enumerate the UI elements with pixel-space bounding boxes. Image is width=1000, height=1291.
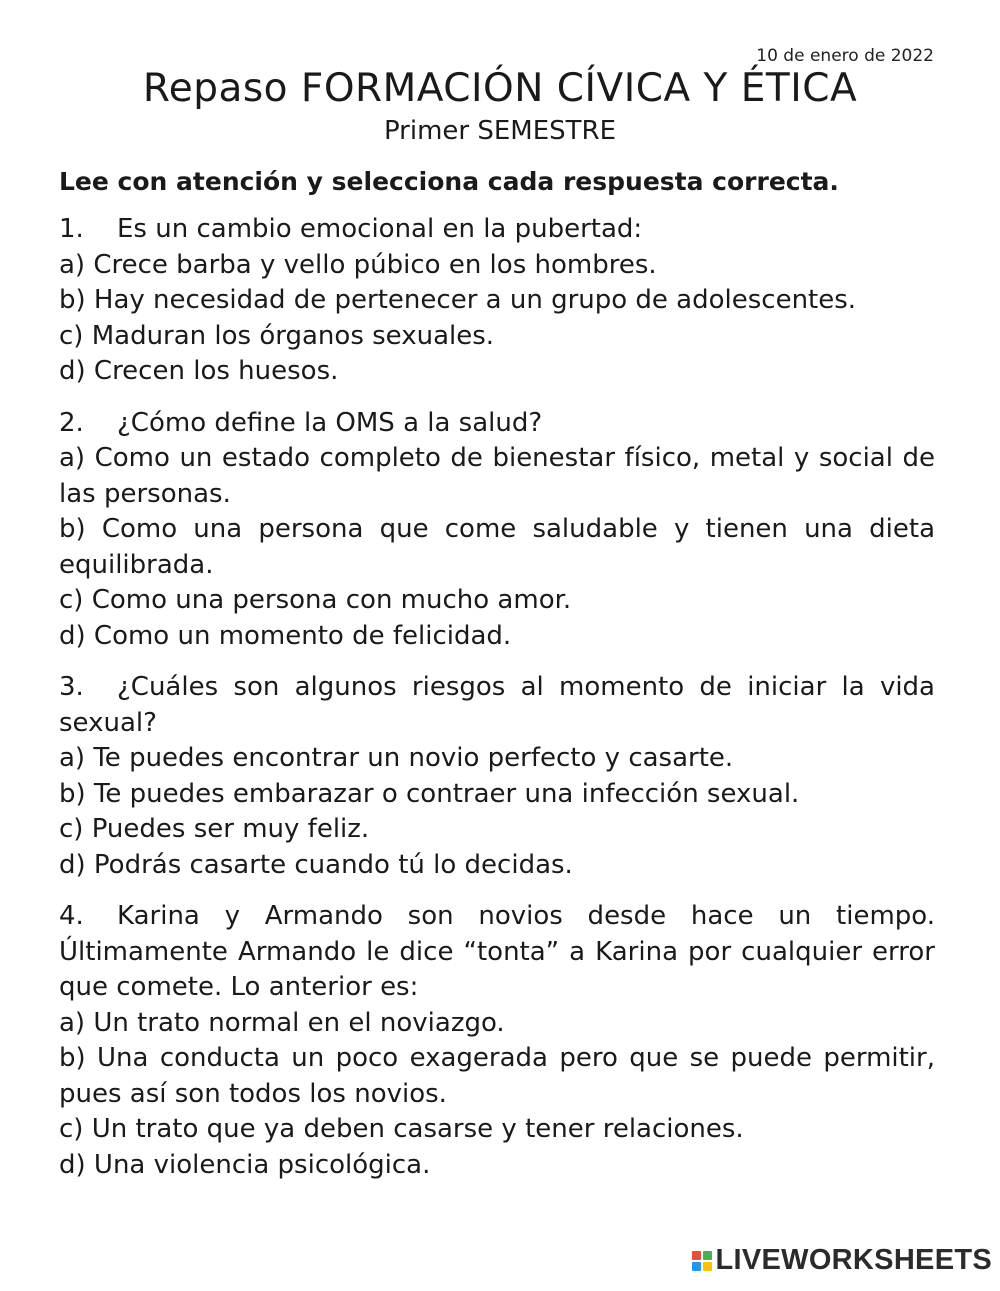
question-3: [59, 670, 935, 883]
question-number: 1.: [59, 214, 84, 244]
question-number: 4.: [59, 901, 84, 931]
answer-option[interactable]: d) Una violencia psicológica.: [59, 1149, 431, 1180]
answer-option[interactable]: b) Hay necesidad de pertenecer a un grupo de adolescentes.: [59, 285, 857, 315]
question-stem: [59, 212, 935, 248]
answer-option[interactable]: a) Te puedes encontrar un novio perfecto y casarte.: [59, 743, 734, 773]
answer-option[interactable]: b) Una conducta un poco exagerada pero que se puede permitir, pues así son todos los novios.: [59, 1043, 935, 1109]
answer-option[interactable]: d) Crecen los huesos.: [59, 356, 339, 386]
page-subtitle: Primer SEMESTRE: [383, 116, 617, 146]
worksheet-date: 10 de enero de 2022: [756, 46, 934, 66]
answer-option[interactable]: b) Te puedes embarazar o contraer una infección sexual.: [59, 778, 800, 809]
answer-option[interactable]: b) Como una persona que come saludable y tienen una dieta equilibrada.: [59, 514, 935, 580]
answer-option[interactable]: a) Como un estado completo de bienestar físico, metal y social de las personas.: [59, 443, 935, 509]
question-text: ¿Cuáles son algunos riesgos al momento de iniciar la vida sexual?: [59, 672, 935, 738]
answer-option[interactable]: a) Crece barba y vello púbico en los hombres.: [59, 249, 657, 280]
question-text: Es un cambio emocional en la pubertad:: [117, 214, 643, 244]
question-4: [59, 899, 935, 1183]
question-number: 2.: [59, 407, 84, 438]
question-number: 3.: [59, 672, 84, 702]
logo-text: LIVEWORKSHEETS: [715, 1244, 992, 1276]
instruction-text: Lee con atención y selecciona cada respuesta correcta.: [59, 167, 839, 196]
liveworksheets-logo: [692, 1244, 993, 1277]
page-title: Repaso FORMACIÓN CÍVICA Y ÉTICA: [142, 66, 858, 111]
answer-option[interactable]: d) Podrás casarte cuando tú lo decidas.: [59, 849, 573, 880]
answer-option[interactable]: c) Un trato que ya deben casarse y tener relaciones.: [59, 1114, 744, 1144]
question-text: ¿Cómo define la OMS a la salud?: [117, 407, 543, 438]
worksheet-content: [59, 166, 935, 1199]
question-stem: [59, 899, 935, 1006]
answer-option[interactable]: a) Un trato normal en el noviazgo.: [59, 1007, 505, 1038]
logo-blocks-icon: [692, 1251, 712, 1271]
logo-block: [692, 1262, 701, 1271]
question-stem: [59, 406, 935, 442]
question-2: [59, 406, 935, 655]
logo-block: [703, 1251, 712, 1260]
question-text: Karina y Armando son novios desde hace un tiempo. Últimamente Armando le dice “tonta” a Karina por cualquier error que comete. Lo anterior es:: [59, 901, 935, 1002]
answer-option[interactable]: d) Como un momento de felicidad.: [59, 620, 512, 651]
answer-option[interactable]: c) Como una persona con mucho amor.: [59, 585, 572, 615]
logo-block: [703, 1262, 712, 1271]
logo-block: [692, 1251, 701, 1260]
answer-option[interactable]: c) Maduran los órganos sexuales.: [59, 320, 495, 351]
question-stem: [59, 670, 935, 741]
answer-option[interactable]: c) Puedes ser muy feliz.: [59, 814, 370, 844]
question-1: [59, 212, 935, 390]
